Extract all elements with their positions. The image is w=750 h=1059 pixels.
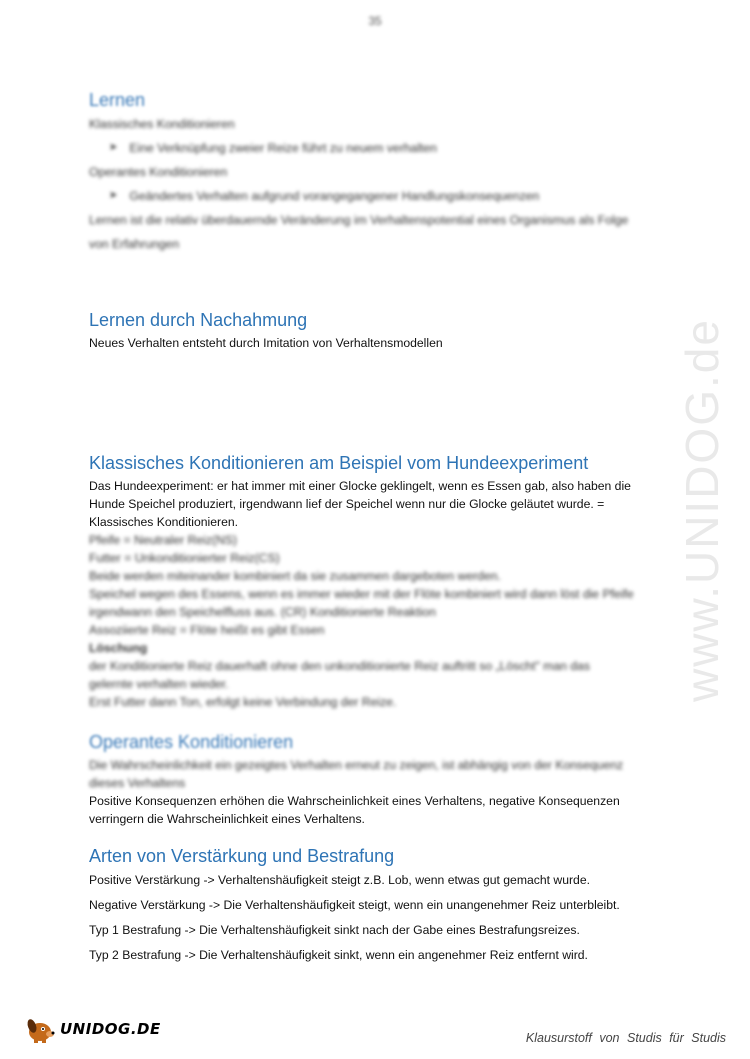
heading-arten: Arten von Verstärkung und Bestrafung (89, 846, 395, 866)
heading-operant: Operantes Konditionieren (89, 732, 294, 752)
text-line: irgendwann den Speichelfluss aus. (CR) Konditionierte Reaktion (89, 605, 436, 619)
heading-nachahmung: Lernen durch Nachahmung (89, 310, 308, 330)
text-line: Lernen ist die relativ überdauernde Veränderung im Verhaltenspotential eines Organismus als Folge (89, 213, 629, 227)
text-line: Löschung (89, 641, 148, 655)
page-number: 35 (368, 14, 382, 28)
text-line: Speichel wegen des Essens, wenn es immer wieder mit der Flöte kombiniert wird dann löst die Pfeife (89, 587, 634, 601)
bullet-item: ➤ Eine Verknüpfung zweier Reize führt zu neuem verhalten (109, 141, 437, 155)
heading-hundeexperiment: Klassisches Konditionieren am Beispiel vom Hundeexperiment (89, 453, 589, 473)
text-line: Pfeife = Neutraler Reiz(NS) (89, 533, 237, 547)
text-line: Klassisches Konditionieren (89, 117, 235, 131)
section-hundeexperiment (89, 453, 669, 711)
text-line: von Erfahrungen (89, 237, 180, 251)
text-line: Assoziierte Reiz = Flöte heißt es gibt Essen (89, 623, 325, 637)
text-line: der Konditionierte Reiz dauerhaft ohne den unkonditionierte Reiz auftritt so „Löscht" man das (89, 659, 590, 673)
text-line: Futter = Unkonditionierter Reiz(CS) (89, 551, 280, 565)
dog-icon (22, 1014, 58, 1044)
text-line: verringern die Wahrscheinlichkeit eines Verhaltens. (89, 812, 365, 826)
text-line: Neues Verhalten entsteht durch Imitation von Verhaltensmodellen (89, 336, 443, 350)
text-line: dieses Verhaltens (89, 776, 186, 790)
bullet-item: ➤ Geändertes Verhalten aufgrund vorangegangener Handlungskonsequenzen (109, 189, 540, 203)
section-lernen (89, 90, 669, 253)
footer-tagline: Klausurstoff von Studis für Studis (525, 1031, 726, 1045)
section-operant (89, 732, 669, 828)
section-nachahmung (89, 310, 669, 352)
watermark: www.UNIDOG.de (676, 318, 728, 702)
list-item: Typ 2 Bestrafung -> Die Verhaltenshäufigkeit sinkt, wenn ein angenehmer Reiz entfernt wird. (89, 948, 588, 962)
heading-lernen: Lernen (89, 90, 146, 110)
text-line: Klassisches Konditionieren. (89, 515, 239, 529)
list-item: Positive Verstärkung -> Verhaltenshäufigkeit steigt z.B. Lob, wenn etwas gut gemacht wurde. (89, 873, 590, 887)
text-line: Die Wahrscheinlichkeit ein gezeigtes Verhalten erneut zu zeigen, ist abhängig von der Konsequenz (89, 758, 624, 772)
logo-text: UNIDOG.DE (60, 1020, 161, 1038)
text-line: Operantes Konditionieren (89, 165, 228, 179)
text-line: Beide werden miteinander kombiniert da sie zusammen dargeboten werden. (89, 569, 501, 583)
unidog-logo[interactable] (22, 1014, 161, 1044)
text-line: Erst Futter dann Ton, erfolgt keine Verbindung der Reize. (89, 695, 397, 709)
text-line: Hunde Speichel produziert, irgendwann lief der Speichel wenn nur die Glocke geläutet wurde. = (89, 497, 605, 511)
list-item: Typ 1 Bestrafung -> Die Verhaltenshäufigkeit sinkt nach der Gabe eines Bestrafungsreizes. (89, 923, 580, 937)
section-arten (89, 846, 669, 964)
text-line: Positive Konsequenzen erhöhen die Wahrscheinlichkeit eines Verhaltens, negative Konsequenzen (89, 794, 620, 808)
text-line: Das Hundeexperiment: er hat immer mit einer Glocke geklingelt, wenn es Essen gab, also haben die (89, 479, 631, 493)
list-item: Negative Verstärkung -> Die Verhaltenshäufigkeit steigt, wenn ein unangenehmer Reiz unterbleibt. (89, 898, 620, 912)
text-line: gelernte verhalten wieder. (89, 677, 229, 691)
